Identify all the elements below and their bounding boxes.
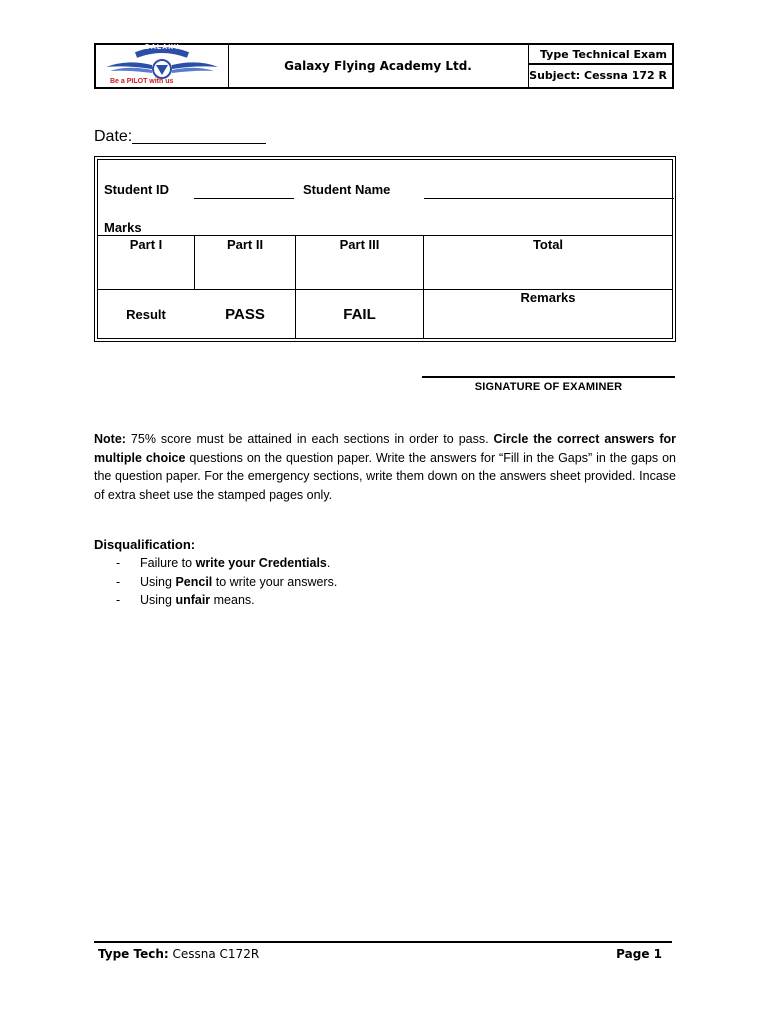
part-1-label: Part I — [129, 237, 163, 252]
date-field[interactable]: Date:_______________ — [94, 128, 266, 145]
logo-text: GALAXY — [144, 44, 180, 51]
note-lead: Note: — [94, 432, 126, 446]
signature-label: SIGNATURE OF EXAMINER — [474, 381, 623, 393]
academy-name: Galaxy Flying Academy Ltd. — [228, 45, 529, 87]
disqualification-list — [116, 554, 337, 610]
result-label: Result — [126, 307, 166, 322]
logo-tagline: Be a PILOT with us — [110, 78, 174, 85]
footer-divider — [94, 941, 672, 943]
part-3-label: Part III — [339, 237, 380, 252]
exam-subject: Subject: Cessna 172 R — [529, 69, 667, 82]
page-number: Page 1 — [616, 947, 662, 961]
student-info-table — [94, 156, 676, 342]
student-name-field[interactable] — [424, 186, 674, 199]
footer-doc-type: Type Tech: Cessna C172R — [98, 947, 260, 961]
note-emphasis: Circle the correct answers for multiple choice — [94, 432, 676, 465]
note-text-1: 75% score must be attained in each sections in order to pass. — [125, 432, 494, 446]
list-item: - Using Pencil to write your answers. — [116, 574, 338, 589]
remarks-label: Remarks — [520, 290, 576, 305]
list-item: - Failure to write your Credentials. — [116, 556, 331, 570]
student-name-label: Student Name — [303, 182, 391, 197]
total-label: Total — [532, 237, 564, 252]
part-2-label: Part II — [226, 237, 264, 252]
exam-type: Type Technical Exam — [529, 45, 672, 65]
signature-line[interactable] — [422, 376, 675, 378]
fail-option[interactable]: FAIL — [343, 306, 376, 323]
disqualification-title: Disqualification: — [94, 537, 196, 552]
grid-line — [98, 235, 672, 236]
exam-note — [94, 430, 676, 504]
student-id-field[interactable] — [194, 186, 294, 199]
academy-logo — [96, 45, 229, 87]
student-id-label: Student ID — [104, 182, 169, 197]
pass-option[interactable]: PASS — [225, 306, 265, 323]
student-info-table-inner — [97, 159, 673, 339]
document-header — [94, 43, 674, 89]
note-text-2: questions on the question paper. Write the answers for “Fill in the Gaps” in the gaps on the question paper. For the emergency sections, write them down on the answers sheet provided. Incase of extra sheet use the stamped pages only. — [94, 450, 676, 502]
list-item: - Using unfair means. — [116, 593, 255, 607]
marks-label: Marks — [104, 220, 142, 235]
